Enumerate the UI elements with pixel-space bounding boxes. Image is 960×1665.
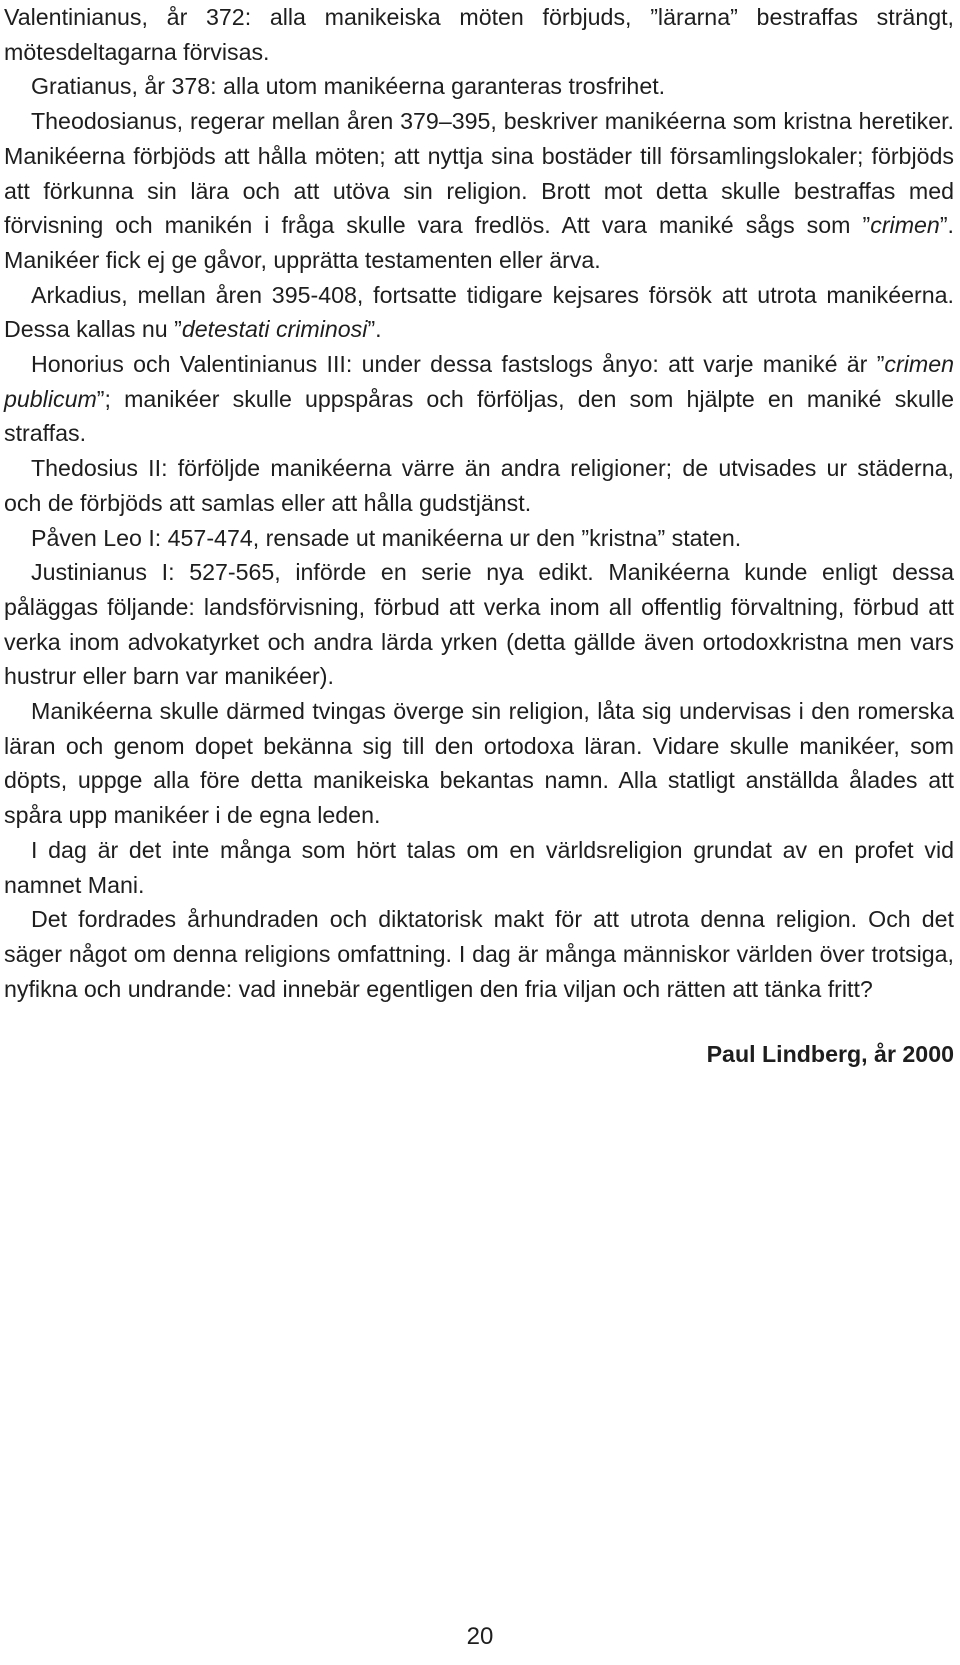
- quote-mark: ”: [939, 212, 948, 239]
- paragraph-arkadius: [4, 278, 954, 347]
- paragraph-justinianus: [4, 555, 954, 694]
- paragraph-text: Valentinianus, år 372: alla manikeiska möten förbjuds, ”lärarna” bestraffas strängt, mötesdeltagarna förvisas.: [4, 4, 954, 65]
- paragraph-consequences: [4, 694, 954, 833]
- quote-mark: ”: [876, 351, 885, 378]
- quote-mark: ”: [862, 212, 871, 239]
- paragraph-leo: [4, 521, 954, 556]
- page-number: 20: [466, 1623, 494, 1650]
- paragraph-text: Det fordrades århundraden och diktatorisk makt för att utrota denna religion. Och det säger något om denna religions omfattning. I dag är många människor världen över trotsiga, nyfikna och undrande: vad innebär egentligen den fria viljan och rätten att tänka fritt?: [4, 906, 954, 1002]
- paragraph-text: Theodosianus, regerar mellan åren 379–395, beskriver manikéerna som kristna heretiker. Manikéerna förbjöds att hålla möten; att nyttja sina bostäder till församlingslokaler; förbjöds att förkunna sin lära och att utöva sin religion. Brott mot detta skulle bestraffas med förvisning och manikén i fråga skulle vara fredlös. Att vara maniké sågs som: [4, 108, 954, 239]
- paragraph-text: Thedosius II: förföljde manikéerna värre än andra religioner; de utvisades ur städerna, och de förbjöds att samlas eller att hålla gudstjänst.: [4, 455, 954, 516]
- paragraph-theodosianus: [4, 104, 954, 278]
- paragraph-honorius: [4, 347, 954, 451]
- paragraph-text: I dag är det inte många som hört talas om en världsreligion grundat av en profet vid namnet Mani.: [4, 836, 954, 898]
- paragraph-valentinianus: [4, 0, 954, 69]
- quote-mark: ”: [174, 316, 182, 343]
- quote-mark: ”: [367, 316, 376, 343]
- paragraph-text: Honorius och Valentinianus III: under dessa fastslogs ånyo: att varje maniké är: [31, 351, 877, 378]
- paragraph-conclusion: [4, 902, 954, 1006]
- paragraph-today: [4, 833, 954, 902]
- paragraph-thedosius: [4, 451, 954, 520]
- italic-term: crimen: [870, 212, 940, 239]
- paragraph-text: Arkadius, mellan åren 395-408, fortsatte tidigare kejsares försök att utrota manikéerna. Dessa kallas nu: [4, 281, 954, 343]
- paragraph-text: Manikéerna skulle därmed tvingas överge sin religion, låta sig undervisas i den romerska läran och genom dopet bekänna sig till den ortodoxa läran. Vidare skulle manikéer, som döpts, uppge alla före detta manikeiska bekantas namn. Alla statligt anställda ålades att spåra upp manikéer i de egna leden.: [4, 698, 954, 829]
- quote-mark: ”: [96, 385, 105, 412]
- paragraph-text: .: [375, 316, 382, 343]
- paragraph-text: Påven Leo I: 457-474, rensade ut manikéerna ur den ”kristna” staten.: [31, 524, 742, 551]
- body-text: [4, 0, 954, 1006]
- author-signature: Paul Lindberg, år 2000: [706, 1041, 954, 1067]
- italic-term: crimen publicum: [4, 351, 954, 412]
- italic-term: detestati criminosi: [181, 316, 368, 343]
- paragraph-text: Gratianus, år 378: alla utom manikéerna garanteras trosfrihet.: [31, 73, 666, 100]
- paragraph-gratianus: [4, 69, 954, 104]
- paragraph-text: . Manikéer fick ej ge gåvor, upprätta testamenten eller ärva.: [4, 212, 954, 273]
- paragraph-text: ; manikéer skulle uppspåras och förföljas, den som hjälpte en maniké skulle straffas.: [4, 385, 954, 447]
- paragraph-text: Justinianus I: 527-565, införde en serie nya edikt. Manikéerna kunde enligt dessa påläggas följande: landsförvisning, förbud att verka inom all offentlig förvaltning, förbud att verka inom advokatyrket och andra lärda yrken (detta gällde även ortodoxkristna men vars hustrur eller barn var manikéer).: [4, 559, 954, 690]
